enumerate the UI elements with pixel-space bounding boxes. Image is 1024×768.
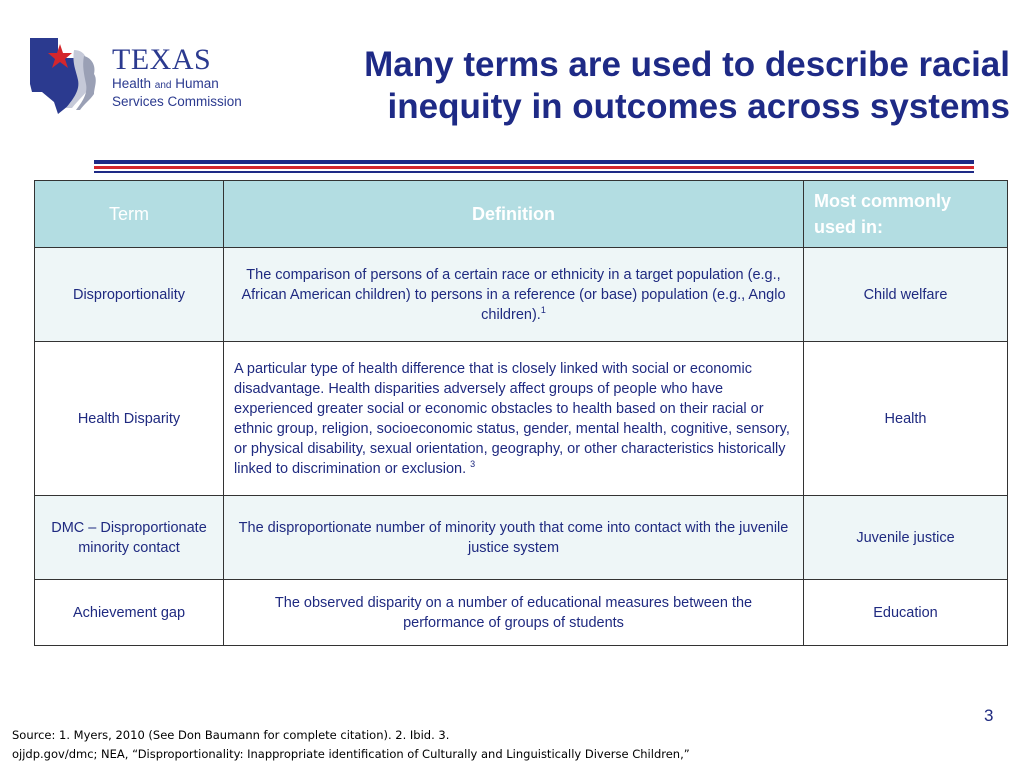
term-cell: DMC – Disproportionate minority contact: [35, 496, 224, 580]
terms-table: [34, 180, 1008, 646]
slide-title: Many terms are used to describe racial inequity in outcomes across systems: [364, 45, 1010, 126]
table-row: [35, 342, 1008, 496]
page-number: 3: [984, 706, 994, 725]
definition-cell: The disproportionate number of minority youth that come into contact with the juvenile justice system: [224, 496, 804, 580]
logo-services-commission-text: Services Commission: [112, 94, 242, 109]
divider-blue-bottom: [94, 171, 974, 173]
source-citation: [12, 726, 690, 764]
used-in-cell: Juvenile justice: [804, 496, 1008, 580]
logo-health-human-text: Health and Human: [112, 76, 219, 91]
divider-red: [94, 166, 974, 169]
header-most-commonly-used-in: Most commonly used in:: [804, 181, 1008, 248]
used-in-cell: Education: [804, 580, 1008, 646]
header-term: Term: [35, 181, 224, 248]
term-cell: Achievement gap: [35, 580, 224, 646]
used-in-cell: Health: [804, 342, 1008, 496]
divider-blue-top: [94, 160, 974, 164]
header-definition: Definition: [224, 181, 804, 248]
table-header-row: [35, 181, 1008, 248]
source-line-1: Source: 1. Myers, 2010 (See Don Baumann for complete citation). 2. Ibid. 3.: [12, 728, 450, 742]
used-in-cell: Child welfare: [804, 248, 1008, 342]
texas-state-silhouette-icon: [28, 36, 112, 116]
table-row: [35, 580, 1008, 646]
definition-cell: The comparison of persons of a certain race or ethnicity in a target population (e.g., African American children) to persons in a reference (or base) population (e.g., Anglo children).$^1$: [224, 248, 804, 342]
term-cell: Health Disparity: [35, 342, 224, 496]
hhsc-logo: [28, 36, 268, 116]
term-cell: Disproportionality: [35, 248, 224, 342]
definition-cell: A particular type of health difference that is closely linked with social or economic disadvantage. Health disparities adversely affect groups of people who have experienced greater social or economic obstacles to health based on their racial or ethnic group, religion, socioeconomic status, gender, mental health, cognitive, sensory, or physical disability, sexual orientation, geography, or other characteristics historically linked to discrimination or exclusion. $^3$: [224, 342, 804, 496]
table-row: [35, 496, 1008, 580]
logo-texas-text: TEXAS: [112, 43, 212, 76]
table-row: [35, 248, 1008, 342]
source-line-2: ojjdp.gov/dmc; NEA, “Disproportionality: Inappropriate identification of Culturally and Linguistically Diverse Children,”: [12, 747, 690, 761]
definition-cell: The observed disparity on a number of educational measures between the performance of groups of students: [224, 580, 804, 646]
